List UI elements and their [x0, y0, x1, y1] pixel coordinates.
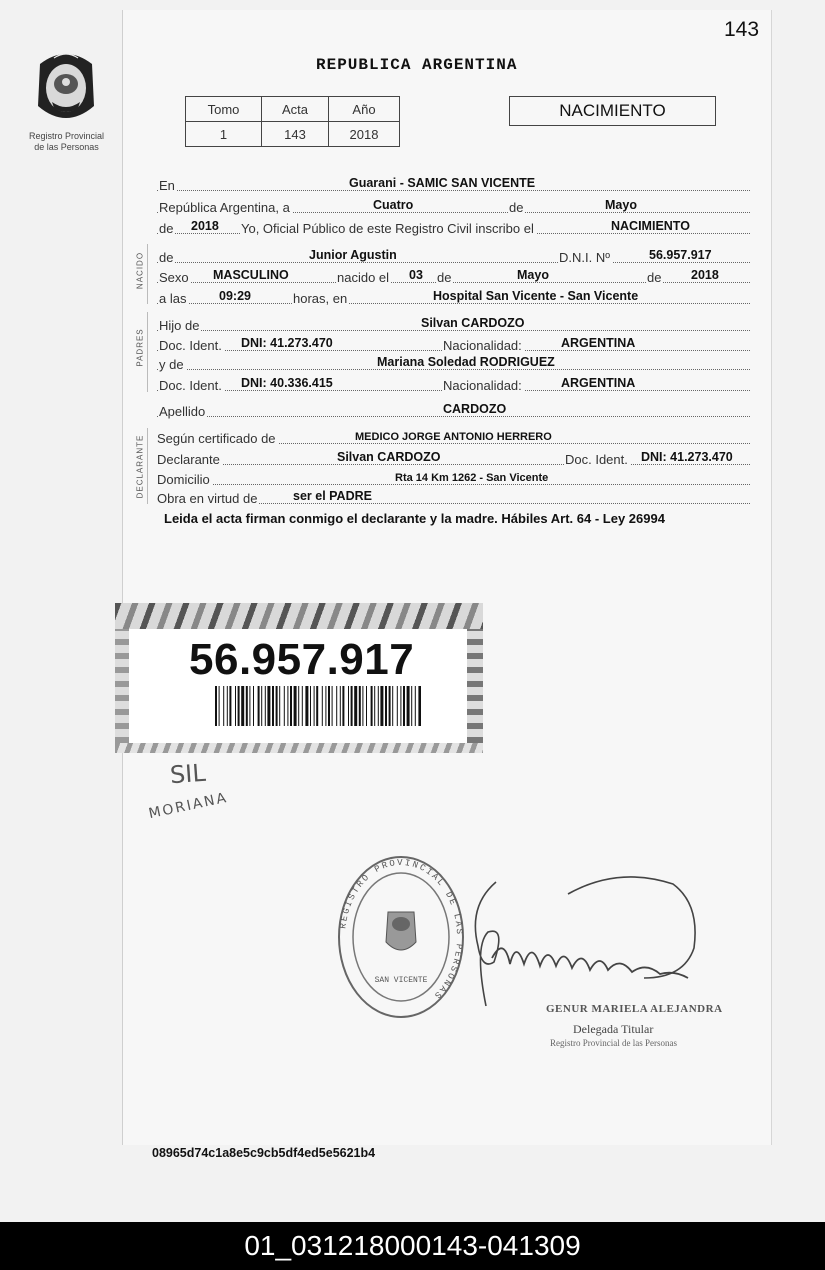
label-de-nombre: de	[159, 250, 174, 265]
value-nac2: ARGENTINA	[561, 376, 636, 390]
barcode-bar	[290, 686, 292, 726]
signatory-role: Delegada Titular	[573, 1022, 654, 1036]
footer-file-id: 01_031218000143-041309	[0, 1222, 825, 1270]
value-doc2: DNI: 40.336.415	[241, 376, 333, 390]
barcode-bar	[371, 686, 373, 726]
barcode-bar	[374, 686, 375, 726]
barcode-bar	[241, 686, 244, 726]
value-nombre: Junior Agustin	[309, 248, 397, 262]
logo-label-line1: Registro Provincial	[28, 131, 105, 141]
row-republica	[157, 196, 750, 213]
document-title: REPUBLICA ARGENTINA	[316, 56, 518, 74]
register-value-tomo: 1	[186, 122, 262, 147]
value-en: Guarani - SAMIC SAN VICENTE	[349, 176, 536, 190]
barcode-bar	[267, 686, 270, 726]
row-doc2	[157, 374, 750, 391]
label-obra: Obra en virtud de	[157, 491, 258, 506]
label-sexo: Sexo	[159, 270, 189, 285]
sticker-barcode	[215, 686, 421, 726]
barcode-bar	[354, 686, 357, 726]
barcode-bar	[400, 686, 401, 726]
barcode-bar	[253, 686, 254, 726]
register-header-anio: Año	[329, 97, 400, 122]
sticker-pattern-top	[115, 603, 483, 629]
value-apellido: CARDOZO	[443, 402, 507, 416]
barcode-bar	[378, 686, 379, 726]
value-certificado: MEDICO JORGE ANTONIO HERRERO	[355, 431, 552, 443]
value-doc1: DNI: 41.273.470	[241, 336, 333, 350]
barcode-bar	[287, 686, 288, 726]
barcode-bar	[294, 686, 297, 726]
label-doc2: Doc. Ident.	[159, 378, 222, 393]
label-doc1: Doc. Ident.	[159, 338, 222, 353]
barcode-bar	[246, 686, 248, 726]
value-dia-nac: 03	[409, 268, 423, 282]
barcode-bar	[348, 686, 349, 726]
barcode-bar	[310, 686, 311, 726]
label-dni: D.N.I. Nº	[559, 250, 610, 265]
sticker-pattern-left	[115, 629, 129, 743]
label-a-las: a las	[159, 291, 187, 306]
declarante-divider	[147, 428, 148, 504]
value-anio-nac: 2018	[691, 268, 719, 282]
barcode-bar	[314, 686, 315, 726]
row-obra	[157, 487, 750, 504]
value-declarante: Silvan CARDOZO	[337, 450, 441, 464]
value-year: 2018	[191, 219, 219, 233]
handwritten-sil: SIL	[169, 758, 207, 790]
label-apellido: Apellido	[159, 404, 206, 419]
label-certificado: Según certificado de	[157, 431, 276, 446]
barcode-bar	[249, 686, 250, 726]
value-mes-nac: Mayo	[517, 268, 549, 282]
barcode-bar	[336, 686, 337, 726]
barcode-bar	[235, 686, 236, 726]
label-declarante: Declarante	[157, 452, 220, 467]
label-de-mes-nac: de	[437, 270, 452, 285]
stamp-ring-path: REGISTRO PROVINCIAL DE LAS PERSONAS	[338, 857, 465, 1002]
sticker-number: 56.957.917	[189, 635, 415, 684]
row-nombre	[157, 246, 750, 263]
barcode-bar	[302, 686, 303, 726]
barcode-bar	[215, 686, 217, 726]
value-lugar: Hospital San Vicente - San Vicente	[433, 289, 639, 303]
sticker-pattern-bottom	[115, 743, 483, 753]
value-dni: 56.957.917	[649, 248, 712, 262]
barcode-bar	[385, 686, 387, 726]
label-nac2: Nacionalidad:	[443, 378, 522, 393]
barcode-bar	[359, 686, 361, 726]
label-hijo: Hijo de	[159, 318, 200, 333]
barcode-bar	[351, 686, 353, 726]
register-table	[185, 96, 400, 147]
value-nacimiento: NACIMIENTO	[611, 219, 690, 233]
register-header-acta: Acta	[262, 97, 329, 122]
value-obra: ser el PADRE	[293, 489, 372, 503]
row-yde	[157, 353, 750, 370]
barcode-bar	[392, 686, 393, 726]
barcode-bar	[380, 686, 383, 726]
barcode-bar	[227, 686, 228, 726]
value-madre: Mariana Soledad RODRIGUEZ	[377, 355, 555, 369]
official-stamp	[336, 852, 466, 1022]
barcode-bar	[332, 686, 333, 726]
closing-note: Leida el acta firman conmigo el declarante y la madre. Hábiles Art. 64 - Ley 26994	[164, 511, 665, 526]
act-type-box: NACIMIENTO	[509, 96, 716, 126]
row-domicilio	[157, 468, 750, 485]
barcode-bar	[340, 686, 341, 726]
side-label-nacido: NACIDO	[135, 251, 145, 290]
label-republica: República Argentina, a	[159, 200, 290, 215]
page-number: 143	[724, 18, 760, 41]
barcode-bar	[411, 686, 412, 726]
logo-label	[14, 131, 119, 153]
signature	[448, 866, 708, 1016]
barcode-bar	[322, 686, 323, 726]
barcode-bar	[403, 686, 405, 726]
barcode-bar	[325, 686, 326, 726]
value-nac1: ARGENTINA	[561, 336, 636, 350]
barcode-bar	[305, 686, 308, 726]
label-de-anio-nac: de	[647, 270, 662, 285]
barcode-bar	[265, 686, 266, 726]
value-mes: Mayo	[605, 198, 637, 212]
side-label-padres: PADRES	[135, 328, 145, 367]
label-de-year: de	[159, 221, 174, 236]
handwritten-mariana: MORIANA	[147, 789, 230, 823]
sticker-inner	[129, 629, 467, 743]
barcode-bar	[407, 686, 410, 726]
label-en: En	[159, 178, 175, 193]
label-domicilio: Domicilio	[157, 472, 210, 487]
document-hash: 08965d74c1a8e5c9cb5df4ed5e5621b4	[152, 1146, 376, 1160]
barcode-bar	[276, 686, 278, 726]
value-hora: 09:29	[219, 289, 251, 303]
value-padre: Silvan CARDOZO	[421, 316, 525, 330]
label-inscribo: Yo, Oficial Público de este Registro Civil inscribo el	[241, 221, 534, 236]
side-label-declarante: DECLARANTE	[135, 434, 145, 499]
value-domicilio: Rta 14 Km 1262 - San Vicente	[395, 472, 549, 484]
label-doc-declarante: Doc. Ident.	[565, 452, 628, 467]
row-hora	[157, 287, 750, 304]
barcode-bar	[284, 686, 285, 726]
register-value-anio: 2018	[329, 122, 400, 147]
logo-label-line2: de las Personas	[34, 142, 99, 152]
barcode-bar	[279, 686, 280, 726]
barcode-bar	[415, 686, 416, 726]
row-hijo	[157, 314, 750, 331]
barcode-bar	[397, 686, 398, 726]
row-declarante	[157, 448, 750, 465]
dni-sticker	[115, 603, 483, 753]
barcode-bar	[238, 686, 240, 726]
barcode-bar	[316, 686, 318, 726]
row-doc1	[157, 334, 750, 351]
value-dia: Cuatro	[373, 198, 414, 212]
barcode-bar	[389, 686, 391, 726]
row-en	[157, 174, 750, 191]
value-doc-declarante: DNI: 41.273.470	[641, 450, 733, 464]
barcode-bar	[366, 686, 367, 726]
sticker-pattern-right	[467, 629, 483, 743]
label-nacido-el: nacido el	[337, 270, 390, 285]
barcode-bar	[223, 686, 224, 726]
barcode-bar	[328, 686, 330, 726]
row-apellido	[157, 400, 750, 417]
register-header-tomo: Tomo	[186, 97, 262, 122]
signatory-office: Registro Provincial de las Personas	[550, 1038, 677, 1048]
barcode-bar	[219, 686, 220, 726]
barcode-bar	[258, 686, 260, 726]
value-sexo: MASCULINO	[213, 268, 289, 282]
label-yde: y de	[159, 357, 184, 372]
stamp-inner-text: SAN VICENTE	[374, 976, 428, 985]
row-certificado	[157, 427, 750, 444]
barcode-bar	[261, 686, 262, 726]
barcode-bar	[342, 686, 344, 726]
signatory-name: GENUR MARIELA ALEJANDRA	[546, 1003, 723, 1015]
row-de-year	[157, 217, 750, 234]
barcode-bar	[418, 686, 421, 726]
label-nac1: Nacionalidad:	[443, 338, 522, 353]
register-value-acta: 143	[262, 122, 329, 147]
label-horas-en: horas, en	[293, 291, 348, 306]
padres-divider	[147, 312, 148, 392]
nacido-divider	[147, 244, 148, 304]
barcode-bar	[229, 686, 231, 726]
misiones-seal-logo	[30, 46, 102, 130]
barcode-bar	[362, 686, 363, 726]
label-de-mes: de	[509, 200, 524, 215]
barcode-bar	[298, 686, 299, 726]
row-sexo	[157, 266, 750, 283]
barcode-bar	[272, 686, 274, 726]
